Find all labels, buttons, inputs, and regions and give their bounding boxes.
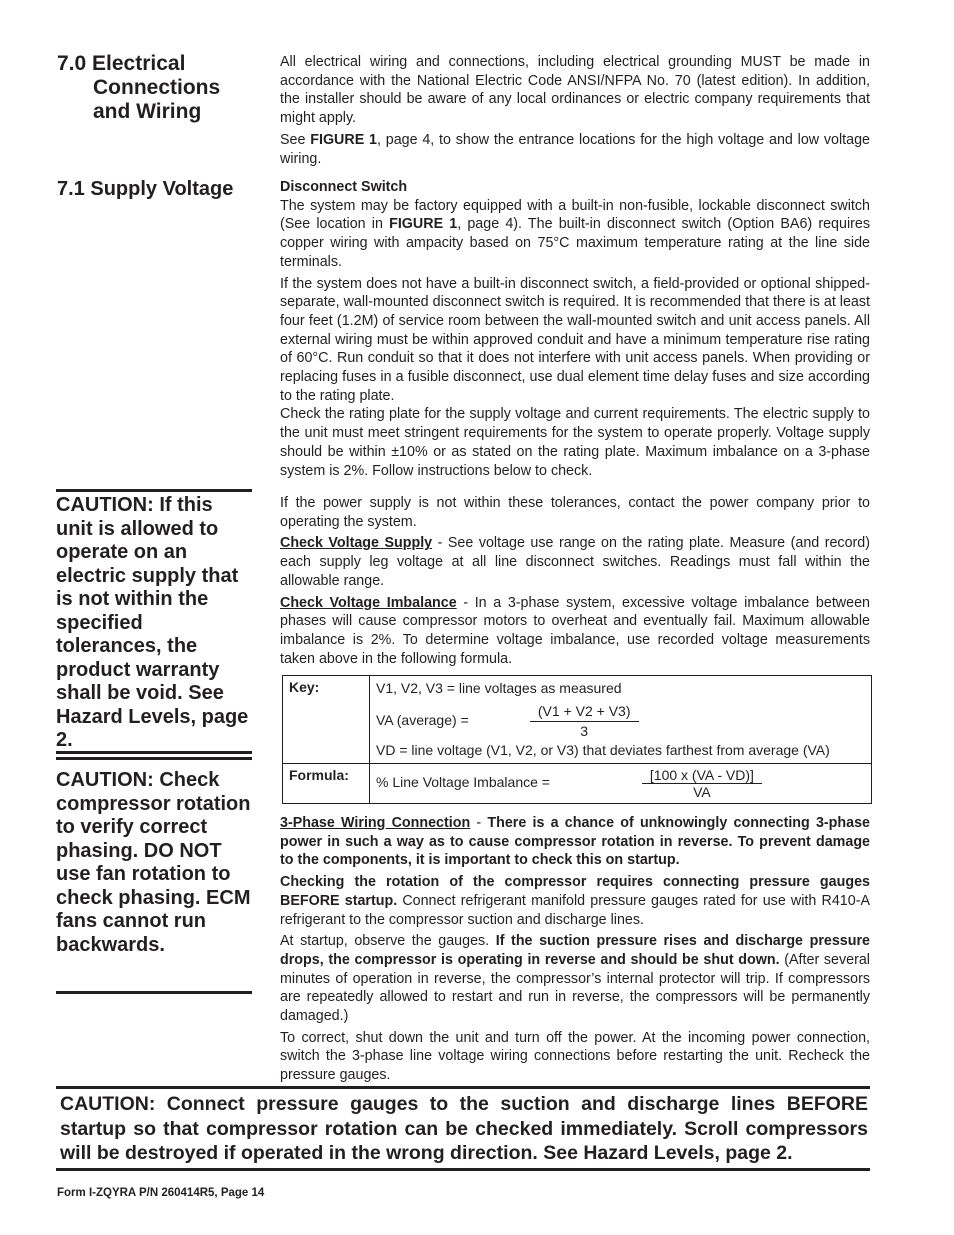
para2-post: , page 4, to show the entrance locations for the high voltage and low voltage wiring.	[280, 131, 870, 167]
va-line	[376, 702, 865, 741]
key-row	[283, 676, 872, 764]
formula-content	[370, 764, 872, 804]
check-imbalance-text: - In a 3-phase system, excessive voltage imbalance between phases will cause compressor motors to overheat and eventually fail. Maximum allowable imbalance is 2%. To determine voltage imbalance, use recorded voltage measurements taken above in the following formula.	[280, 594, 870, 667]
tolerance-body	[280, 494, 870, 671]
disconnect-switch-heading: Disconnect Switch	[280, 179, 408, 195]
bottom-caution-top-rule	[56, 1086, 870, 1089]
caution-1-top-rule	[56, 489, 252, 492]
section-7-0-title-line3: and Wiring	[93, 100, 202, 123]
three-phase-label: 3-Phase Wiring Connection	[280, 815, 471, 831]
three-phase-sep: -	[470, 815, 488, 831]
check-imbalance-para	[280, 594, 870, 669]
disconnect-p1-pre: The system may be factory equipped with a built-in non-fusible, lockable disconnect switch (See location in	[280, 197, 870, 233]
three-phase-para3	[280, 932, 870, 1026]
check-supply-para	[280, 534, 870, 590]
three-phase-p3-post: (After several minutes of operation in reverse, the compressor’s internal protector will trip. If compressors are repeatedly allowed to restart and run in reverse, the compressors will be permanently damaged.)	[280, 951, 870, 1025]
key-label: Key:	[283, 676, 370, 764]
section-7-0-body	[280, 53, 870, 171]
bottom-caution: CAUTION: Connect pressure gauges to the suction and discharge lines BEFORE startup so that compressor rotation can be checked immediately. Scroll compressors will be destroyed if operated in the wrong direction. See Hazard Levels, page 2.	[60, 1093, 868, 1164]
three-phase-p2-bold: Checking the rotation of the compressor requires connecting pressure gauges BEFORE startup.	[280, 874, 870, 909]
three-phase-p3-bold: If the suction pressure rises and discharge pressure drops, the compressor is operating in reverse and should be shut down.	[280, 933, 870, 968]
disconnect-para1	[280, 197, 870, 272]
formula-row	[283, 764, 872, 804]
imbalance-label: % Line Voltage Imbalance =	[376, 774, 550, 791]
disconnect-para3: Check the rating plate for the supply voltage and current requirements. The electric supply to the unit must meet stringent requirements for the system to operate properly. Voltage supply should be within ±10% or as stated on the rating plate. Maximum imbalance on a 3-phase system is 2%. Follow instructions below to check.	[280, 406, 870, 479]
bottom-caution-bottom-rule	[56, 1168, 870, 1171]
key-line1: V1, V2, V3 = line voltages as measured	[376, 680, 622, 696]
va-label: VA (average) =	[376, 712, 469, 729]
disconnect-para2: If the system does not have a built-in disconnect switch, a field-provided or optional shipped-separate, wall-mounted disconnect switch is required. It is recommended that there is at least four feet (1.2M) of service room between the wall-mounted switch and unit access panels. All external wiring must be within approved conduit and have a minimum temperature rise rating of 60°C. Run conduit so that it does not interfere with unit access panels. When providing or replacing fuses in a fusible disconnect, use dual element time delay fuses and size according to the rating plate.	[280, 275, 870, 404]
caution-2-top-rule	[56, 757, 252, 760]
three-phase-warning: There is a chance of unknowingly connecting 3-phase power in such a way as to cause compressor rotation in reverse. To prevent damage to the components, it is important to check this on startup.	[280, 815, 870, 869]
imbalance-numerator: [100 x (VA - VD)]	[642, 767, 762, 784]
tolerance-para: If the power supply is not within these tolerances, contact the power company prior to operating the system.	[280, 495, 870, 530]
section-7-0-title-line2: Connections	[93, 76, 221, 99]
figure-ref: FIGURE 1	[310, 131, 377, 148]
check-supply-label: Check Voltage Supply	[280, 535, 433, 552]
section-7-0-title-line1: 7.0 Electrical	[57, 52, 186, 75]
three-phase-p3-pre: At startup, observe the gauges.	[280, 933, 496, 950]
va-fraction	[530, 702, 639, 741]
formula-label: Formula:	[283, 764, 370, 804]
check-imbalance-label: Check Voltage Imbalance	[280, 594, 457, 611]
caution-1: CAUTION: If this unit is allowed to operate on an electric supply that is not within the specified tolerances, the product warranty shall be void. See Hazard Levels, page 2.	[56, 494, 249, 751]
voltage-imbalance-table	[282, 675, 872, 804]
section-7-1-heading: 7.1 Supply Voltage	[57, 178, 234, 200]
disconnect-p1-post: , page 4). The built-in disconnect switch (Option BA6) requires copper wiring with ampacity based on 75°C maximum temperature rating at the line side terminals.	[280, 216, 870, 270]
three-phase-p2-text: Connect refrigerant manifold pressure gauges rated for use with R410-A refrigerant to the compressor suction and discharge lines.	[280, 892, 870, 928]
check-supply-text: - See voltage use range on the rating plate. Measure (and record) each supply leg voltage at all line disconnect switches. Readings must fall within the allowable range.	[280, 535, 871, 589]
caution-2-bottom-rule	[56, 991, 252, 994]
vd-line: VD = line voltage (V1, V2, or V3) that deviates farthest from average (VA)	[376, 742, 830, 758]
three-phase-body	[280, 814, 870, 1088]
section-7-0-para2	[280, 131, 870, 168]
imbalance-fraction	[642, 767, 762, 800]
figure-ref: FIGURE 1	[389, 216, 458, 233]
key-content	[370, 676, 872, 764]
para2-pre: See	[280, 131, 311, 148]
three-phase-para4: To correct, shut down the unit and turn off the power. At the incoming power connection, switch the 3-phase line voltage wiring connections before restarting the unit. Recheck the pressure gauges.	[280, 1029, 870, 1084]
va-numerator: (V1 + V2 + V3)	[530, 702, 639, 722]
caution-1-bottom-rule	[56, 751, 252, 754]
imbalance-denominator: VA	[693, 784, 711, 800]
section-7-0-heading	[57, 52, 257, 124]
section-7-1-body	[280, 178, 870, 483]
page-footer: Form I-ZQYRA P/N 260414R5, Page 14	[57, 1187, 265, 1199]
caution-2: CAUTION: Check compressor rotation to verify correct phasing. DO NOT use fan rotation to check phasing. ECM fans cannot run backwards.	[56, 769, 251, 956]
va-denominator: 3	[580, 723, 589, 739]
three-phase-para1	[280, 814, 870, 870]
three-phase-para2	[280, 873, 870, 929]
section-7-0-para1: All electrical wiring and connections, including electrical grounding MUST be made in accordance with the National Electric Code ANSI/NFPA No. 70 (latest edition). In addition, the installer should be aware of any local ordinances or electric company requirements that might apply.	[280, 54, 870, 127]
